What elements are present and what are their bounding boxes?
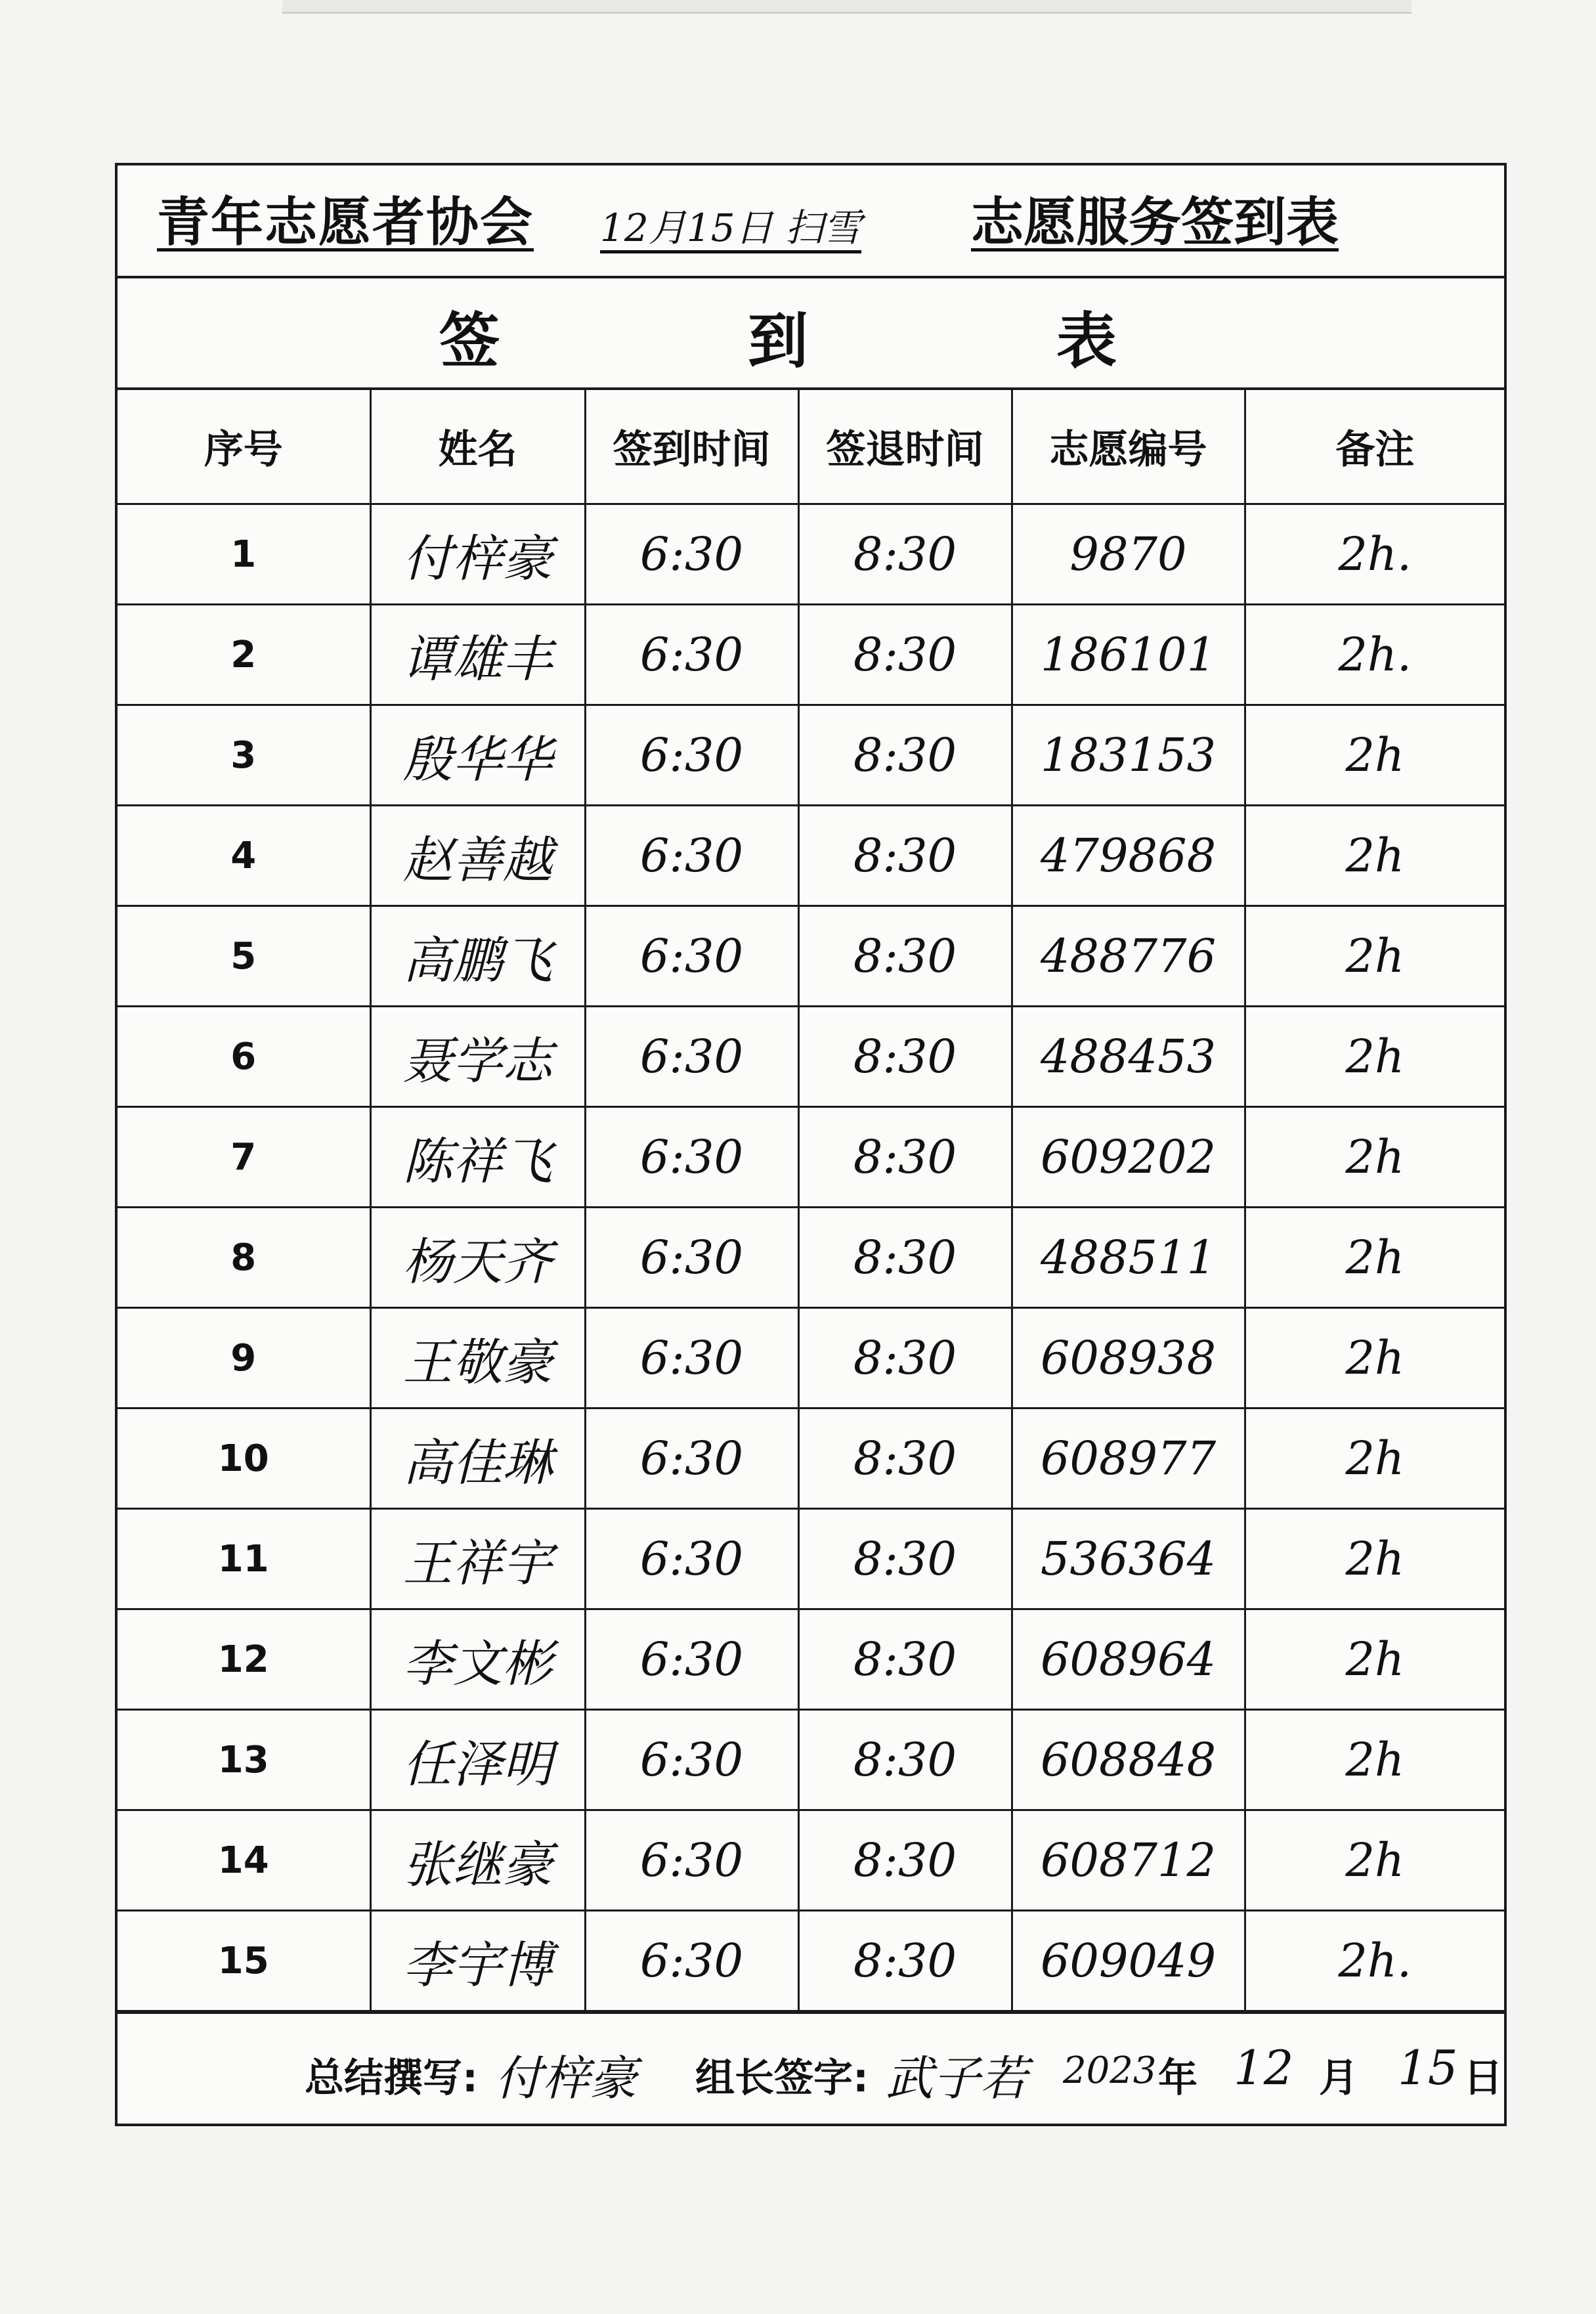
row-name: 陈祥飞 <box>370 1107 585 1208</box>
row-checkin-time: 6:30 <box>585 1911 798 2011</box>
row-checkin-time: 6:30 <box>585 1208 798 1308</box>
row-volunteer-id: 609202 <box>1012 1107 1245 1208</box>
row-checkout-time: 8:30 <box>798 1509 1012 1609</box>
row-note: 2h. <box>1245 1911 1504 2011</box>
row-name: 任泽明 <box>370 1710 585 1810</box>
row-number: 7 <box>118 1107 370 1208</box>
row-checkin-time: 6:30 <box>585 1007 798 1107</box>
leader-label: 组长签字: <box>695 2055 869 2101</box>
row-volunteer-id: 536364 <box>1012 1509 1245 1609</box>
row-volunteer-id: 608712 <box>1012 1810 1245 1911</box>
row-note: 2h <box>1245 906 1504 1007</box>
subtitle-char-3: 表 <box>1056 306 1117 376</box>
row-checkin-time: 6:30 <box>585 705 798 806</box>
paper-top-edge <box>282 0 1412 14</box>
table-row <box>118 1107 1504 1208</box>
row-number: 12 <box>118 1609 370 1710</box>
row-number: 3 <box>118 705 370 806</box>
subtitle-char-2: 到 <box>748 306 809 376</box>
month-value: 12 <box>1234 2040 1294 2095</box>
table-row <box>118 1609 1504 1710</box>
row-name: 张继豪 <box>370 1810 585 1911</box>
table-row <box>118 1710 1504 1810</box>
day-label: 日 <box>1463 2055 1503 2101</box>
row-name: 王祥宇 <box>370 1509 585 1609</box>
row-note: 2h. <box>1245 605 1504 705</box>
form-title: 志愿服务签到表 <box>971 192 1339 253</box>
row-number: 13 <box>118 1710 370 1810</box>
row-volunteer-id: 488511 <box>1012 1208 1245 1308</box>
column-header-name: 姓名 <box>370 390 585 504</box>
row-checkin-time: 6:30 <box>585 605 798 705</box>
row-checkout-time: 8:30 <box>798 906 1012 1007</box>
table-row <box>118 1509 1504 1609</box>
row-checkin-time: 6:30 <box>585 1609 798 1710</box>
column-header-volunteer-id: 志愿编号 <box>1012 390 1245 504</box>
row-name: 高佳琳 <box>370 1408 585 1509</box>
summary-label: 总结撰写: <box>305 2055 478 2101</box>
row-checkout-time: 8:30 <box>798 1408 1012 1509</box>
month-label: 月 <box>1319 2055 1358 2101</box>
row-volunteer-id: 608848 <box>1012 1710 1245 1810</box>
table-row <box>118 806 1504 906</box>
row-note: 2h <box>1245 1007 1504 1107</box>
row-checkin-time: 6:30 <box>585 1810 798 1911</box>
row-name: 王敬豪 <box>370 1308 585 1408</box>
row-volunteer-id: 609049 <box>1012 1911 1245 2011</box>
row-number: 8 <box>118 1208 370 1308</box>
row-checkin-time: 6:30 <box>585 504 798 605</box>
row-checkin-time: 6:30 <box>585 806 798 906</box>
table-header-row <box>118 390 1504 504</box>
row-number: 11 <box>118 1509 370 1609</box>
row-volunteer-id: 488776 <box>1012 906 1245 1007</box>
subtitle-row <box>118 278 1504 390</box>
day-value: 15 <box>1398 2040 1458 2095</box>
table-row <box>118 1308 1504 1408</box>
table-row <box>118 1208 1504 1308</box>
row-name: 聂学志 <box>370 1007 585 1107</box>
row-checkout-time: 8:30 <box>798 806 1012 906</box>
row-number: 4 <box>118 806 370 906</box>
row-checkout-time: 8:30 <box>798 1911 1012 2011</box>
subtitle-char-1: 签 <box>439 306 500 376</box>
row-checkout-time: 8:30 <box>798 705 1012 806</box>
row-name: 赵善越 <box>370 806 585 906</box>
row-checkout-time: 8:30 <box>798 1107 1012 1208</box>
row-note: 2h <box>1245 806 1504 906</box>
table-row <box>118 504 1504 605</box>
row-name: 杨天齐 <box>370 1208 585 1308</box>
column-header-checkin: 签到时间 <box>585 390 798 504</box>
row-checkout-time: 8:30 <box>798 1007 1012 1107</box>
row-checkout-time: 8:30 <box>798 1308 1012 1408</box>
row-checkin-time: 6:30 <box>585 1308 798 1408</box>
row-number: 2 <box>118 605 370 705</box>
row-checkout-time: 8:30 <box>798 1810 1012 1911</box>
signin-sheet <box>115 163 1507 2126</box>
row-number: 1 <box>118 504 370 605</box>
footer-row <box>118 2012 1504 2124</box>
summary-signature: 付梓豪 <box>495 2051 637 2106</box>
row-checkout-time: 8:30 <box>798 605 1012 705</box>
table-row <box>118 906 1504 1007</box>
row-volunteer-id: 9870 <box>1012 504 1245 605</box>
row-note: 2h <box>1245 1107 1504 1208</box>
row-checkin-time: 6:30 <box>585 1509 798 1609</box>
row-volunteer-id: 608964 <box>1012 1609 1245 1710</box>
row-volunteer-id: 479868 <box>1012 806 1245 906</box>
row-number: 5 <box>118 906 370 1007</box>
row-volunteer-id: 186101 <box>1012 605 1245 705</box>
year-value: 2023 <box>1063 2049 1157 2092</box>
row-number: 14 <box>118 1810 370 1911</box>
row-volunteer-id: 608977 <box>1012 1408 1245 1509</box>
signin-table <box>118 390 1504 2012</box>
row-volunteer-id: 183153 <box>1012 705 1245 806</box>
row-note: 2h <box>1245 1408 1504 1509</box>
row-checkout-time: 8:30 <box>798 1710 1012 1810</box>
row-name: 殷华华 <box>370 705 585 806</box>
row-volunteer-id: 488453 <box>1012 1007 1245 1107</box>
row-name: 付梓豪 <box>370 504 585 605</box>
leader-signature: 武子若 <box>886 2051 1028 2106</box>
row-number: 9 <box>118 1308 370 1408</box>
row-checkin-time: 6:30 <box>585 1710 798 1810</box>
row-name: 李文彬 <box>370 1609 585 1710</box>
table-row <box>118 705 1504 806</box>
title-row <box>118 165 1504 278</box>
table-row <box>118 1911 1504 2011</box>
row-checkin-time: 6:30 <box>585 906 798 1007</box>
handwritten-date: 12月15日 扫雪 <box>600 206 862 250</box>
row-checkout-time: 8:30 <box>798 1208 1012 1308</box>
column-header-note: 备注 <box>1245 390 1504 504</box>
row-number: 10 <box>118 1408 370 1509</box>
row-name: 高鹏飞 <box>370 906 585 1007</box>
row-volunteer-id: 608938 <box>1012 1308 1245 1408</box>
row-note: 2h <box>1245 1509 1504 1609</box>
column-header-checkout: 签退时间 <box>798 390 1012 504</box>
row-note: 2h. <box>1245 504 1504 605</box>
row-name: 李宇博 <box>370 1911 585 2011</box>
row-note: 2h <box>1245 1810 1504 1911</box>
row-checkout-time: 8:30 <box>798 1609 1012 1710</box>
column-header-no: 序号 <box>118 390 370 504</box>
row-note: 2h <box>1245 705 1504 806</box>
table-row <box>118 1408 1504 1509</box>
year-label: 年 <box>1158 2055 1197 2101</box>
row-note: 2h <box>1245 1208 1504 1308</box>
row-checkin-time: 6:30 <box>585 1408 798 1509</box>
org-title: 青年志愿者协会 <box>157 192 534 253</box>
row-name: 谭雄丰 <box>370 605 585 705</box>
table-row <box>118 1810 1504 1911</box>
row-number: 6 <box>118 1007 370 1107</box>
row-note: 2h <box>1245 1609 1504 1710</box>
row-number: 15 <box>118 1911 370 2011</box>
row-checkout-time: 8:30 <box>798 504 1012 605</box>
row-note: 2h <box>1245 1710 1504 1810</box>
table-row <box>118 1007 1504 1107</box>
row-note: 2h <box>1245 1308 1504 1408</box>
table-row <box>118 605 1504 705</box>
row-checkin-time: 6:30 <box>585 1107 798 1208</box>
